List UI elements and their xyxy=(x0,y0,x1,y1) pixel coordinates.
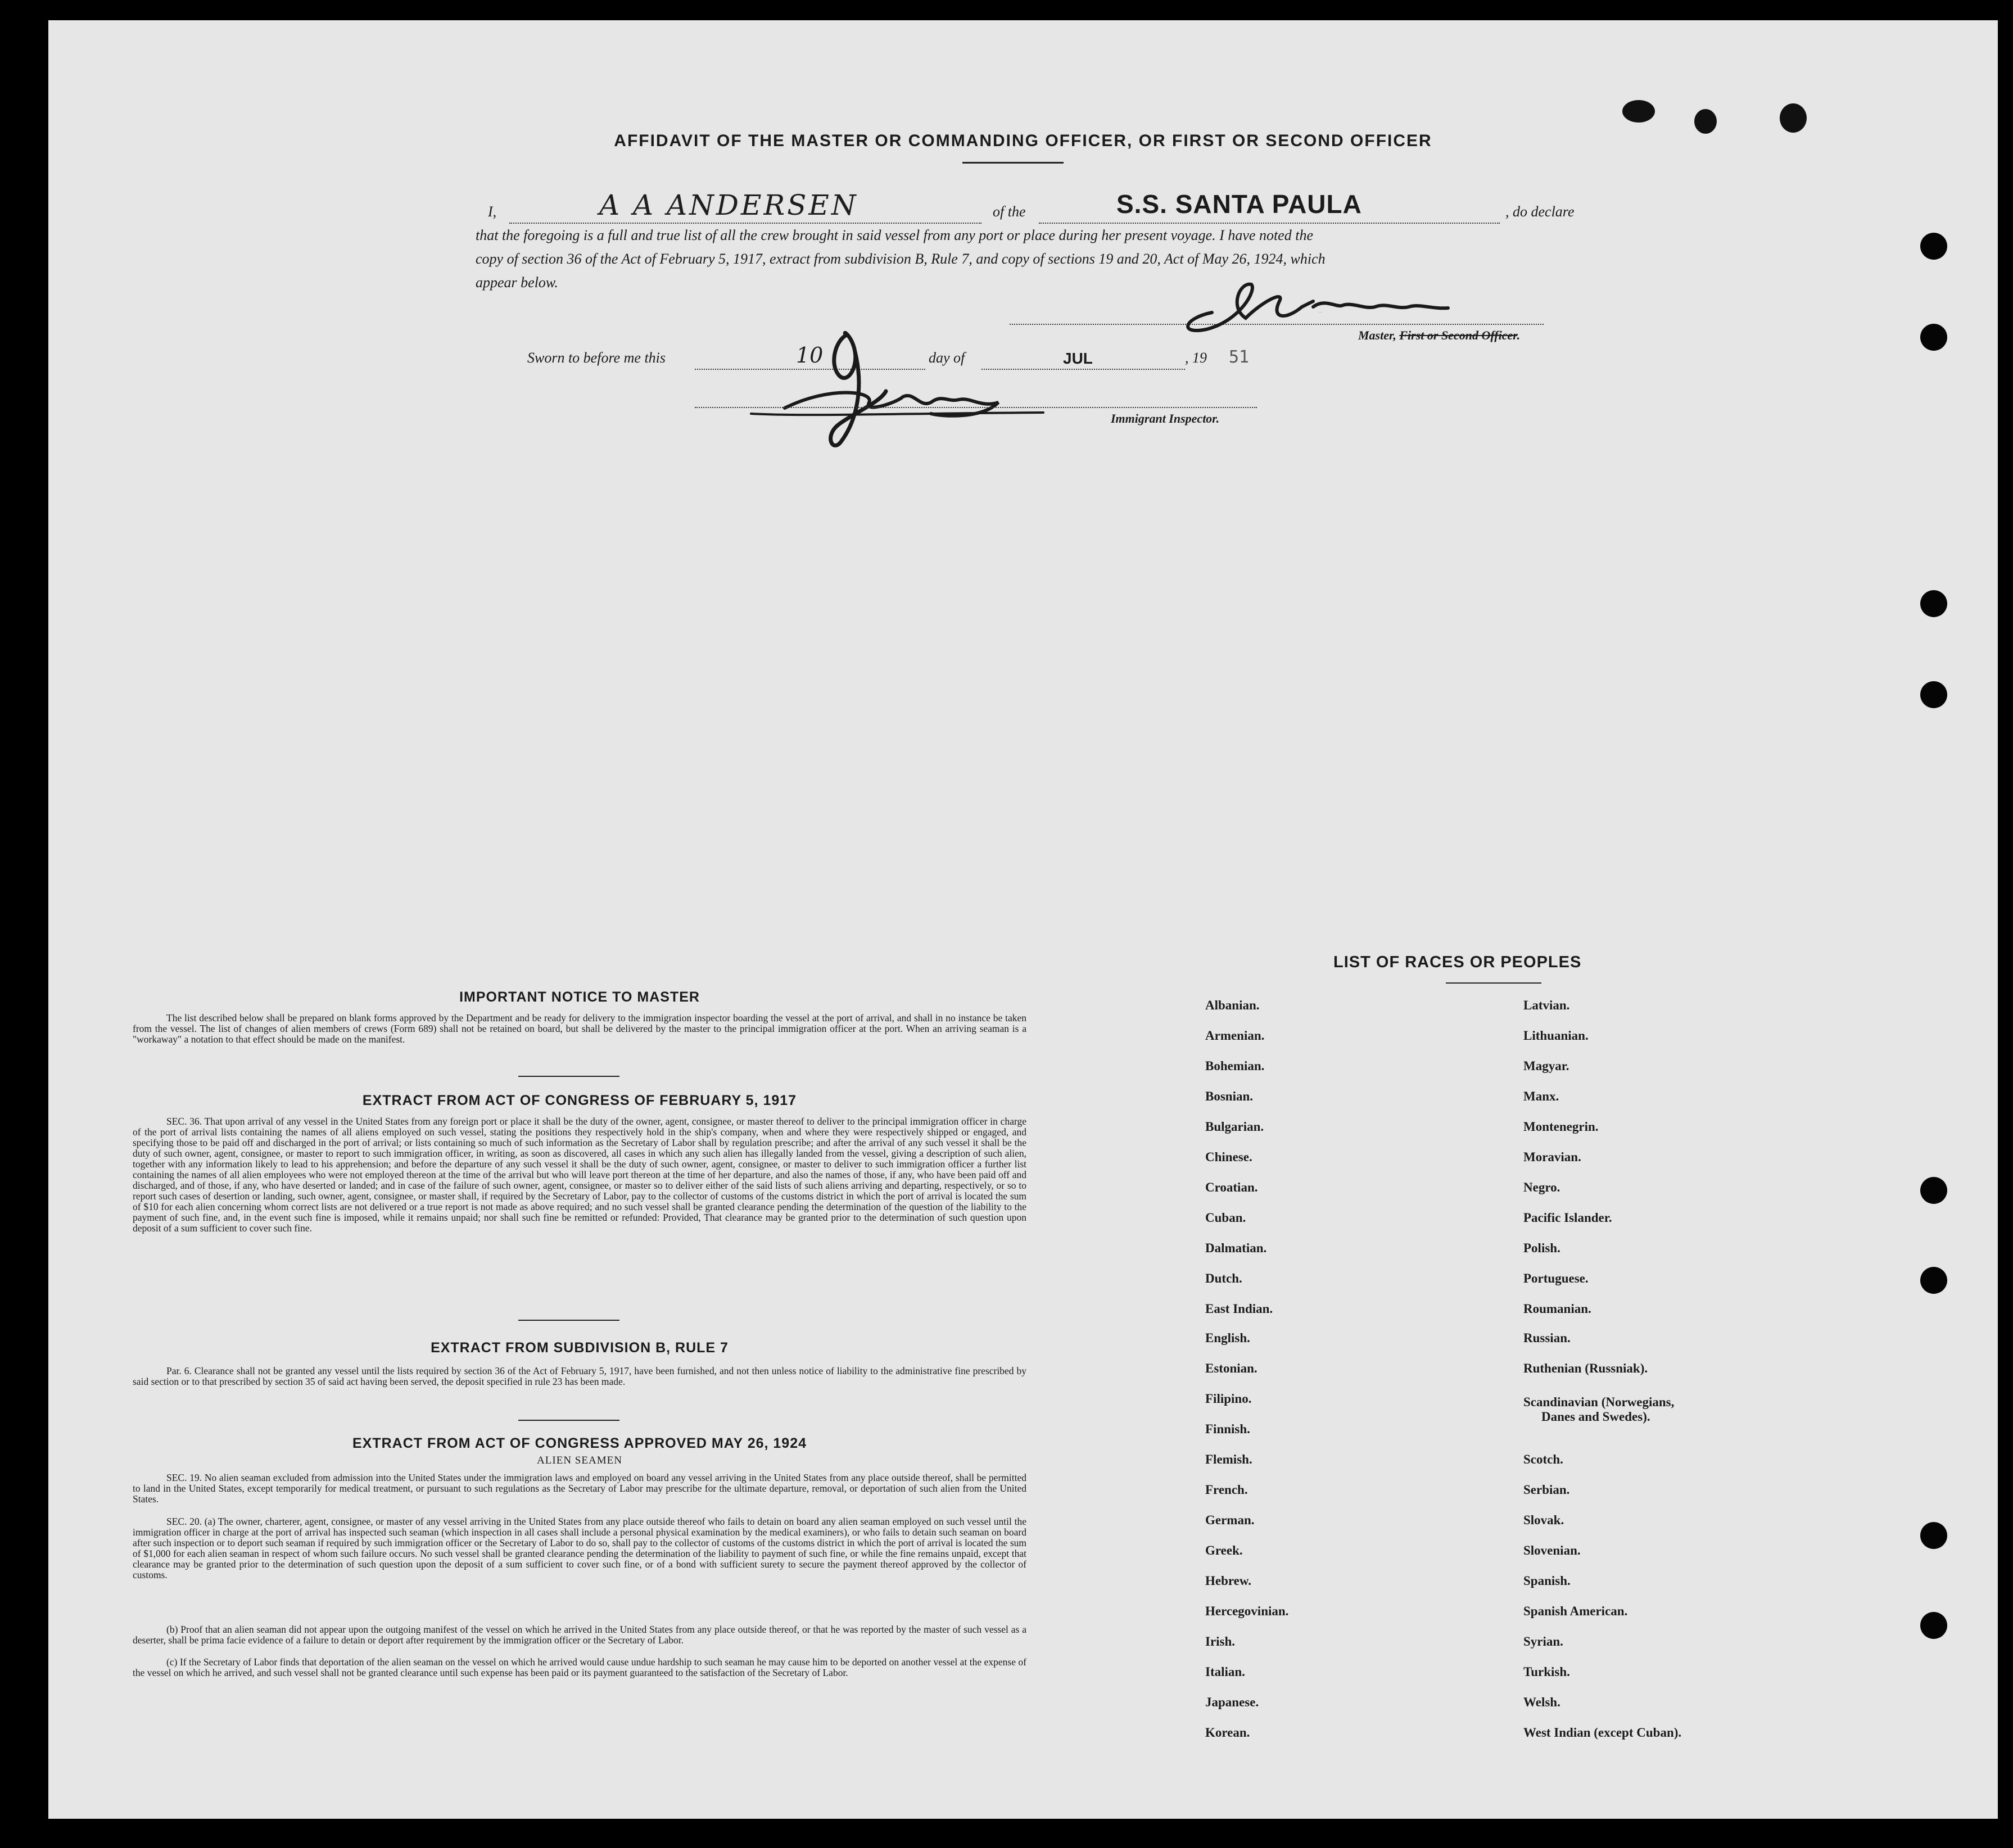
race-item: Spanish American. xyxy=(1523,1604,1628,1618)
race-item: Estonian. xyxy=(1205,1361,1257,1375)
race-item: Ruthenian (Russniak). xyxy=(1523,1361,1648,1375)
ink-blot xyxy=(1622,100,1655,123)
race-item: Bosnian. xyxy=(1205,1089,1254,1103)
inspector-signature xyxy=(717,318,1066,447)
races-divider xyxy=(1446,982,1541,984)
race-item: Italian. xyxy=(1205,1665,1245,1679)
year-suffix: 51 xyxy=(1229,347,1250,367)
race-item: Roumanian. xyxy=(1523,1302,1591,1316)
race-item: Welsh. xyxy=(1523,1695,1560,1709)
master-label-struck: First or Second Officer xyxy=(1399,328,1517,342)
race-item: Serbian. xyxy=(1523,1483,1570,1497)
race-item: Pacific Islander. xyxy=(1523,1211,1612,1225)
affidavit-title: AFFIDAVIT OF THE MASTER OR COMMANDING OFFICER, OR FIRST OR SECOND OFFICER xyxy=(614,132,1432,150)
sworn-label: Sworn to before me this xyxy=(527,350,666,366)
race-item: Lithuanian. xyxy=(1523,1029,1589,1043)
extract-1917-text: SEC. 36. That upon arrival of any vessel in the United States from any foreign port or place it shall be the duty of the owner, agent, consignee, or master thereof to deliver to the principal immigration officer in charge of the port of arrival lists containing the names of all aliens employed on such vessel, stating the positions they respectively hold in the ship's company, when and where they were respectively shipped or engaged, and specifying those to be paid off and discharged in the port of arrival; or lists containing so much of such information as the Secretary of Labor shall by regulation prescribe; and after the arrival of any such vessel it shall be the duty of such owner, agent, consignee, or master to report to such immigration officer, in writing, as soon as discovered, all cases in which any such alien has illegally landed from the vessel, giving a description of such alien, together with any information likely to lead to his apprehension; and before the departure of any such vessel it shall be the duty of such owner, agent, consignee, or master to deliver to such immigration officer a further list containing the names of all alien employees who were not employed thereon at the time of the arrival but who will leave port thereon at the time of her departure, and also the names of those, if any, who have been paid off and discharged, and of those, if any, who have deserted or landed; and in case of the failure of such owner, agent, consignee, or master so to deliver either of the said lists of such aliens arriving and departing, respectively, or so to report such cases of desertion or landing, such owner, agent, consignee, or master shall, if required by the Secretary of Labor, pay to the collector of customs of the customs district in which the port of arrival is located the sum of $10 for each alien concerning whom correct lists are not delivered or a true report is not made as above required; and no such vessel shall be granted clearance pending the determination of the question of the liability to the payment of such fine, and, in the event such fine is imposed, while it remains unpaid; nor shall such fine be remitted or refunded: Provided, That clearance may be granted prior to the determination of such question upon deposit of a sum sufficient to cover such fine. xyxy=(133,1116,1026,1234)
race-item: Cuban. xyxy=(1205,1211,1246,1225)
race-item: Polish. xyxy=(1523,1241,1560,1255)
race-item: Moravian. xyxy=(1523,1150,1581,1164)
title-divider xyxy=(962,162,1064,164)
race-item: Negro. xyxy=(1523,1180,1560,1194)
race-item: East Indian. xyxy=(1205,1302,1273,1316)
race-item: Hebrew. xyxy=(1205,1574,1251,1588)
ink-blot xyxy=(1780,103,1807,133)
ink-blot xyxy=(1694,109,1717,134)
year-prefix: , 19 xyxy=(1185,350,1207,366)
race-item: Magyar. xyxy=(1523,1059,1569,1073)
race-item: Turkish. xyxy=(1523,1665,1570,1679)
race-item: Armenian. xyxy=(1205,1029,1265,1043)
inspector-label: Immigrant Inspector. xyxy=(1111,411,1220,425)
race-item: Montenegrin. xyxy=(1523,1120,1599,1134)
race-item: Filipino. xyxy=(1205,1392,1252,1406)
race-item: Dutch. xyxy=(1205,1271,1242,1285)
punch-hole xyxy=(1920,681,1947,708)
master-signature-text: AAndersen xyxy=(1319,312,1322,313)
extract-rule7-divider xyxy=(518,1420,619,1421)
race-item: Scandinavian (Norwegians, xyxy=(1523,1395,1675,1409)
race-item: Greek. xyxy=(1205,1543,1243,1557)
race-item: Dalmatian. xyxy=(1205,1241,1267,1255)
race-item: Chinese. xyxy=(1205,1150,1252,1164)
extract-1917-title: EXTRACT FROM ACT OF CONGRESS OF FEBRUARY 5, 1917 xyxy=(362,1093,797,1108)
punch-hole xyxy=(1920,590,1947,617)
race-item: Hercegovinian. xyxy=(1205,1604,1289,1618)
punch-hole xyxy=(1920,1612,1947,1639)
race-item: Bulgarian. xyxy=(1205,1120,1264,1134)
race-item: Spanish. xyxy=(1523,1574,1571,1588)
punch-hole xyxy=(1920,324,1947,351)
race-item: Slovak. xyxy=(1523,1513,1564,1527)
master-name: A A ANDERSEN xyxy=(599,189,858,221)
punch-hole xyxy=(1920,1177,1947,1204)
races-title: LIST OF RACES OR PEOPLES xyxy=(1333,953,1582,971)
of-the-label: of the xyxy=(993,203,1026,220)
race-item: Syrian. xyxy=(1523,1634,1563,1648)
do-declare-label: , do declare xyxy=(1505,203,1575,220)
race-item: German. xyxy=(1205,1513,1255,1527)
master-label-text: Master, xyxy=(1358,328,1400,342)
race-item: Portuguese. xyxy=(1523,1271,1589,1285)
race-item: Russian. xyxy=(1523,1331,1571,1345)
race-item: Slovenian. xyxy=(1523,1543,1581,1557)
race-item: Korean. xyxy=(1205,1725,1250,1740)
race-item: Irish. xyxy=(1205,1634,1236,1648)
declaration-line-1: that the foregoing is a full and true list of all the crew brought in said vessel from any port or place during her present voyage. I have noted the xyxy=(476,227,1313,243)
inspector-signature-text: Jgard xyxy=(886,402,888,403)
race-item: Bohemian. xyxy=(1205,1059,1265,1073)
master-label-end: . xyxy=(1517,328,1521,342)
inspector-signature-line xyxy=(695,407,1257,408)
extract-rule7-title: EXTRACT FROM SUBDIVISION B, RULE 7 xyxy=(431,1340,729,1356)
race-item: Latvian. xyxy=(1523,998,1570,1012)
race-item: Croatian. xyxy=(1205,1180,1258,1194)
punch-hole xyxy=(1920,1522,1947,1549)
declaration-line-3: appear below. xyxy=(476,274,558,291)
extract-1924-subtitle: ALIEN SEAMEN xyxy=(537,1455,622,1466)
extract-rule7-text: Par. 6. Clearance shall not be granted any vessel until the lists required by section 36 of the Act of February 5, 1917, have been furnished, and not then unless notice of liability to the administrative fine prescribed by said section or to that prescribed by section 35 of said act having been served, the deposit specified in rule 23 has been made. xyxy=(133,1365,1026,1387)
race-item: French. xyxy=(1205,1483,1248,1497)
race-item: West Indian (except Cuban). xyxy=(1523,1725,1682,1740)
notice-divider xyxy=(518,1076,619,1077)
punch-hole xyxy=(1920,233,1947,260)
declaration-line-2: copy of section 36 of the Act of February 5, 1917, extract from subdivision B, Rule 7, and copy of sections 19 and 20, Act of May 26, 1924, which xyxy=(476,251,1326,267)
race-item: Scotch. xyxy=(1523,1452,1563,1466)
sworn-day: 10 xyxy=(796,343,824,368)
vessel-name: S.S. SANTA PAULA xyxy=(1116,189,1362,219)
day-of-label: day of xyxy=(929,350,965,366)
notice-title: IMPORTANT NOTICE TO MASTER xyxy=(459,989,700,1005)
race-item: Albanian. xyxy=(1205,998,1260,1012)
extract-1917-divider xyxy=(518,1320,619,1321)
i-label: I, xyxy=(488,203,497,220)
notice-text: The list described below shall be prepared on blank forms approved by the Department and be ready for delivery to the immigration inspector boarding the vessel at the port of arrival, and shall in no instance be taken from the vessel. The list of changes of alien members of crews (Form 689) shall not be retained on board, but shall be delivered by the master to the principal immigration officer at the port. When an arriving seaman is a "workaway" a notation to that effect should be made on the manifest. xyxy=(133,1012,1026,1045)
race-item: Finnish. xyxy=(1205,1422,1250,1436)
master-label xyxy=(1358,328,1520,343)
extract-1924-sec20a: SEC. 20. (a) The owner, charterer, agent, consignee, or master of any vessel arriving in the United States from any place outside thereof who fails to detain on board any alien seaman employed on such vessel until the immigration officer in charge at the port of arrival has inspected such seaman (which inspection in all cases shall include a personal physical examination by the medical examiners), or who fails to detain such seaman on board after such inspection or to deport such seaman if required by such immigration officer or the Secretary of Labor to do so, shall pay to the collector of customs of the customs district in which the port of arrival is located the sum of $1,000 for each alien seaman in respect of whom such failure occurs. No such vessel shall be granted clearance pending the determination of the liability to payment of such fine, or while the fine remains unpaid, except that clearance may be granted prior to the determination of such question upon the deposit of a sum sufficient to cover such fine, or of a bond with sufficient surety to secure the payment thereof approved by the collector of customs. xyxy=(133,1516,1026,1580)
race-item: Danes and Swedes). xyxy=(1541,1410,1650,1424)
punch-hole xyxy=(1920,1267,1947,1294)
race-item: Manx. xyxy=(1523,1089,1559,1103)
extract-1924-sec19: SEC. 19. No alien seaman excluded from admission into the United States under the immigration laws and employed on board any vessel arriving in the United States from any place outside thereof, shall be permitted to land in the United States, except temporarily for medical treatment, or pursuant to such regulations as the Secretary of Labor may prescribe for the ultimate departure, removal, or deportation of such alien from the United States. xyxy=(133,1472,1026,1505)
document-page xyxy=(48,20,1998,1819)
race-item: Japanese. xyxy=(1205,1695,1259,1709)
extract-1924-title: EXTRACT FROM ACT OF CONGRESS APPROVED MAY 26, 1924 xyxy=(352,1435,807,1451)
sworn-month: JUL xyxy=(1063,350,1093,367)
extract-1924-sec20b: (b) Proof that an alien seaman did not appear upon the outgoing manifest of the vessel on which he arrived in the United States from any place outside thereof, or that he was reported by the master of such vessel as a deserter, shall be prima facie evidence of a failure to detain or deport after requirement by the immigration officer or the Secretary of Labor. xyxy=(133,1624,1026,1646)
race-item: Flemish. xyxy=(1205,1452,1252,1466)
race-item: English. xyxy=(1205,1331,1250,1345)
extract-1924-sec20c: (c) If the Secretary of Labor finds that deportation of the alien seaman on the vessel on which he arrived would cause undue hardship to such seaman he may cause him to be deported on another vessel at the expense of the vessel on which he arrived, and such vessel shall not be granted clearance until such expense has been paid or its payment guaranteed to the satisfaction of the Secretary of Labor. xyxy=(133,1656,1026,1678)
